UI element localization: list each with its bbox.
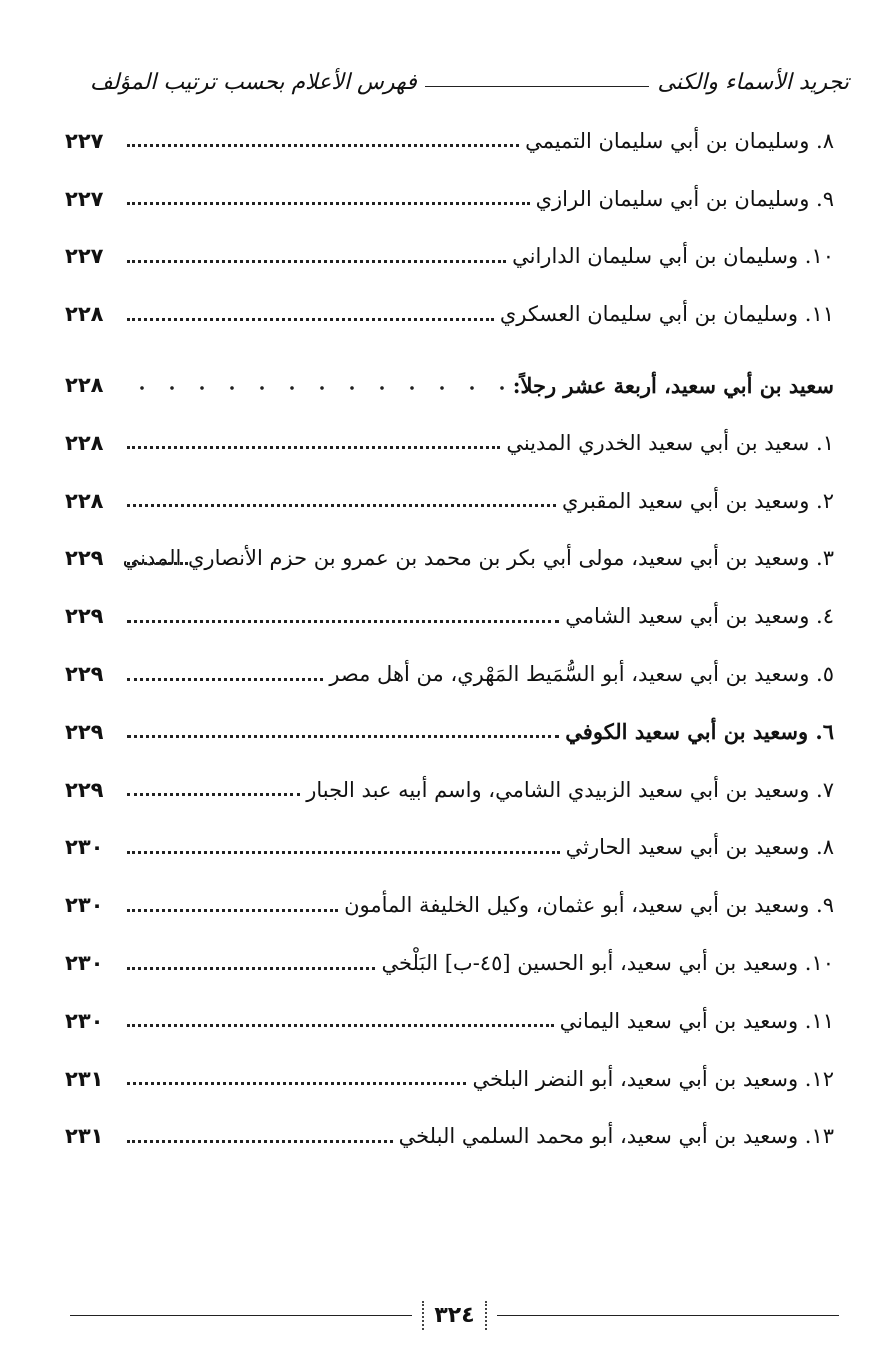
entry-page-number: ٢٢٨: [65, 373, 104, 398]
index-entry-row: [65, 645, 834, 703]
entry-page-number: ٢٣٠: [65, 893, 104, 918]
index-entry-row: [65, 414, 834, 472]
entry-page-number: ٢٣٠: [65, 951, 104, 976]
dot-leader: [127, 318, 494, 321]
index-entry-row: [65, 170, 834, 228]
index-entry-row: [65, 876, 834, 934]
entry-page-number: ٢٣١: [65, 1124, 104, 1149]
entry-label: ١٠. وسليمان بن أبي سليمان الداراني: [512, 244, 834, 269]
entry-label: ١٣. وسعيد بن أبي سعيد، أبو محمد السلمي البلخي: [398, 1124, 834, 1149]
entry-label: ٥. وسعيد بن أبي سعيد، أبو السُّمَيط المَهْري، من أهل مصر: [329, 662, 834, 687]
dot-leader: [127, 1024, 554, 1027]
dot-leader: [127, 504, 556, 507]
footer-rule-right: [497, 1315, 839, 1316]
dot-leader: [127, 1140, 393, 1143]
index-entry-row: [65, 703, 834, 761]
entry-page-number: ٢٢٩: [65, 777, 104, 802]
entry-page-number: ٢٢٩: [65, 546, 104, 571]
index-entry-row: [65, 285, 834, 343]
header-rule: [425, 86, 650, 87]
dot-leader: [127, 620, 559, 623]
entry-label: ٨. وسعيد بن أبي سعيد الحارثي: [565, 835, 834, 860]
index-entry-row: [65, 112, 834, 170]
entry-label: ٩. وسعيد بن أبي سعيد، أبو عثمان، وكيل الخليفة المأمون: [344, 893, 834, 918]
entry-label: ٨. وسليمان بن أبي سليمان التميمي: [525, 128, 834, 153]
entry-page-number: ٢٢٨: [65, 488, 104, 513]
entry-page-number: ٢٢٨: [65, 430, 104, 455]
entry-label: ١١. وسعيد بن أبي سعيد اليماني: [559, 1008, 834, 1033]
dot-leader: [127, 385, 507, 391]
footer-rule-left: [70, 1315, 412, 1316]
dot-leader: [127, 446, 500, 449]
running-header: [90, 62, 849, 102]
entry-page-number: ٢٣٠: [65, 1008, 104, 1033]
page-footer: [70, 1290, 839, 1340]
entry-label: ٧. وسعيد بن أبي سعيد الزبيدي الشامي، واسم أبيه عبد الجبار: [306, 777, 834, 802]
entry-label: ٦. وسعيد بن أبي سعيد الكوفي: [565, 719, 834, 745]
dot-leader: [127, 562, 188, 565]
entry-label: ١. سعيد بن أبي سعيد الخدري المديني: [506, 430, 834, 455]
index-list: [65, 112, 834, 1165]
entry-label: ١١. وسليمان بن أبي سليمان العسكري: [499, 302, 834, 327]
index-entry-row: [65, 992, 834, 1050]
dot-leader: [127, 144, 519, 147]
entry-label: ١٠. وسعيد بن أبي سعيد، أبو الحسين [٤٥-ب] البَلْخي: [381, 951, 834, 976]
index-heading-row: [65, 356, 834, 414]
dot-leader: [127, 851, 560, 854]
dot-leader: [127, 1082, 466, 1085]
entry-label: ٣. وسعيد بن أبي سعيد، مولى أبي بكر بن محمد بن عمرو بن حزم الأنصاري المدني: [122, 546, 834, 571]
index-entry-row: [65, 934, 834, 992]
entry-label: ١٢. وسعيد بن أبي سعيد، أبو النضر البلخي: [472, 1066, 834, 1091]
entry-page-number: ٢٢٧: [65, 244, 104, 269]
entry-page-number: ٢٣١: [65, 1066, 104, 1091]
entry-page-number: ٢٢٧: [65, 186, 104, 211]
entry-page-number: ٢٢٩: [65, 604, 104, 629]
dot-leader: [127, 909, 338, 912]
dot-leader: [127, 735, 559, 738]
index-heading-label: سعيد بن أبي سعيد، أربعة عشر رجلاً:: [512, 372, 834, 398]
book-title: تجريد الأسماء والكنى: [657, 69, 849, 95]
page-number: ٣٢٤: [422, 1301, 486, 1330]
entry-page-number: ٢٢٨: [65, 302, 104, 327]
index-entry-row: [65, 587, 834, 645]
entry-page-number: ٢٢٩: [65, 662, 104, 687]
dot-leader: [127, 678, 323, 681]
entry-label: ٤. وسعيد بن أبي سعيد الشامي: [565, 604, 834, 629]
entry-label: ٢. وسعيد بن أبي سعيد المقبري: [561, 488, 834, 513]
index-entry-row: [65, 472, 834, 530]
index-entry-row: [65, 819, 834, 877]
dot-leader: [127, 793, 300, 796]
entry-label: ٩. وسليمان بن أبي سليمان الرازي: [535, 186, 834, 211]
index-entry-row: [65, 1108, 834, 1166]
dot-leader: [127, 260, 506, 263]
dot-leader: [127, 202, 530, 205]
index-entry-row: [65, 1050, 834, 1108]
index-entry-row: [65, 761, 834, 819]
entry-page-number: ٢٢٩: [65, 719, 104, 744]
section-title: فهرس الأعلام بحسب ترتيب المؤلف: [90, 69, 417, 95]
entry-page-number: ٢٣٠: [65, 835, 104, 860]
dot-leader: [127, 967, 375, 970]
index-entry-row: [65, 530, 834, 588]
index-entry-row: [65, 228, 834, 286]
entry-page-number: ٢٢٧: [65, 128, 104, 153]
